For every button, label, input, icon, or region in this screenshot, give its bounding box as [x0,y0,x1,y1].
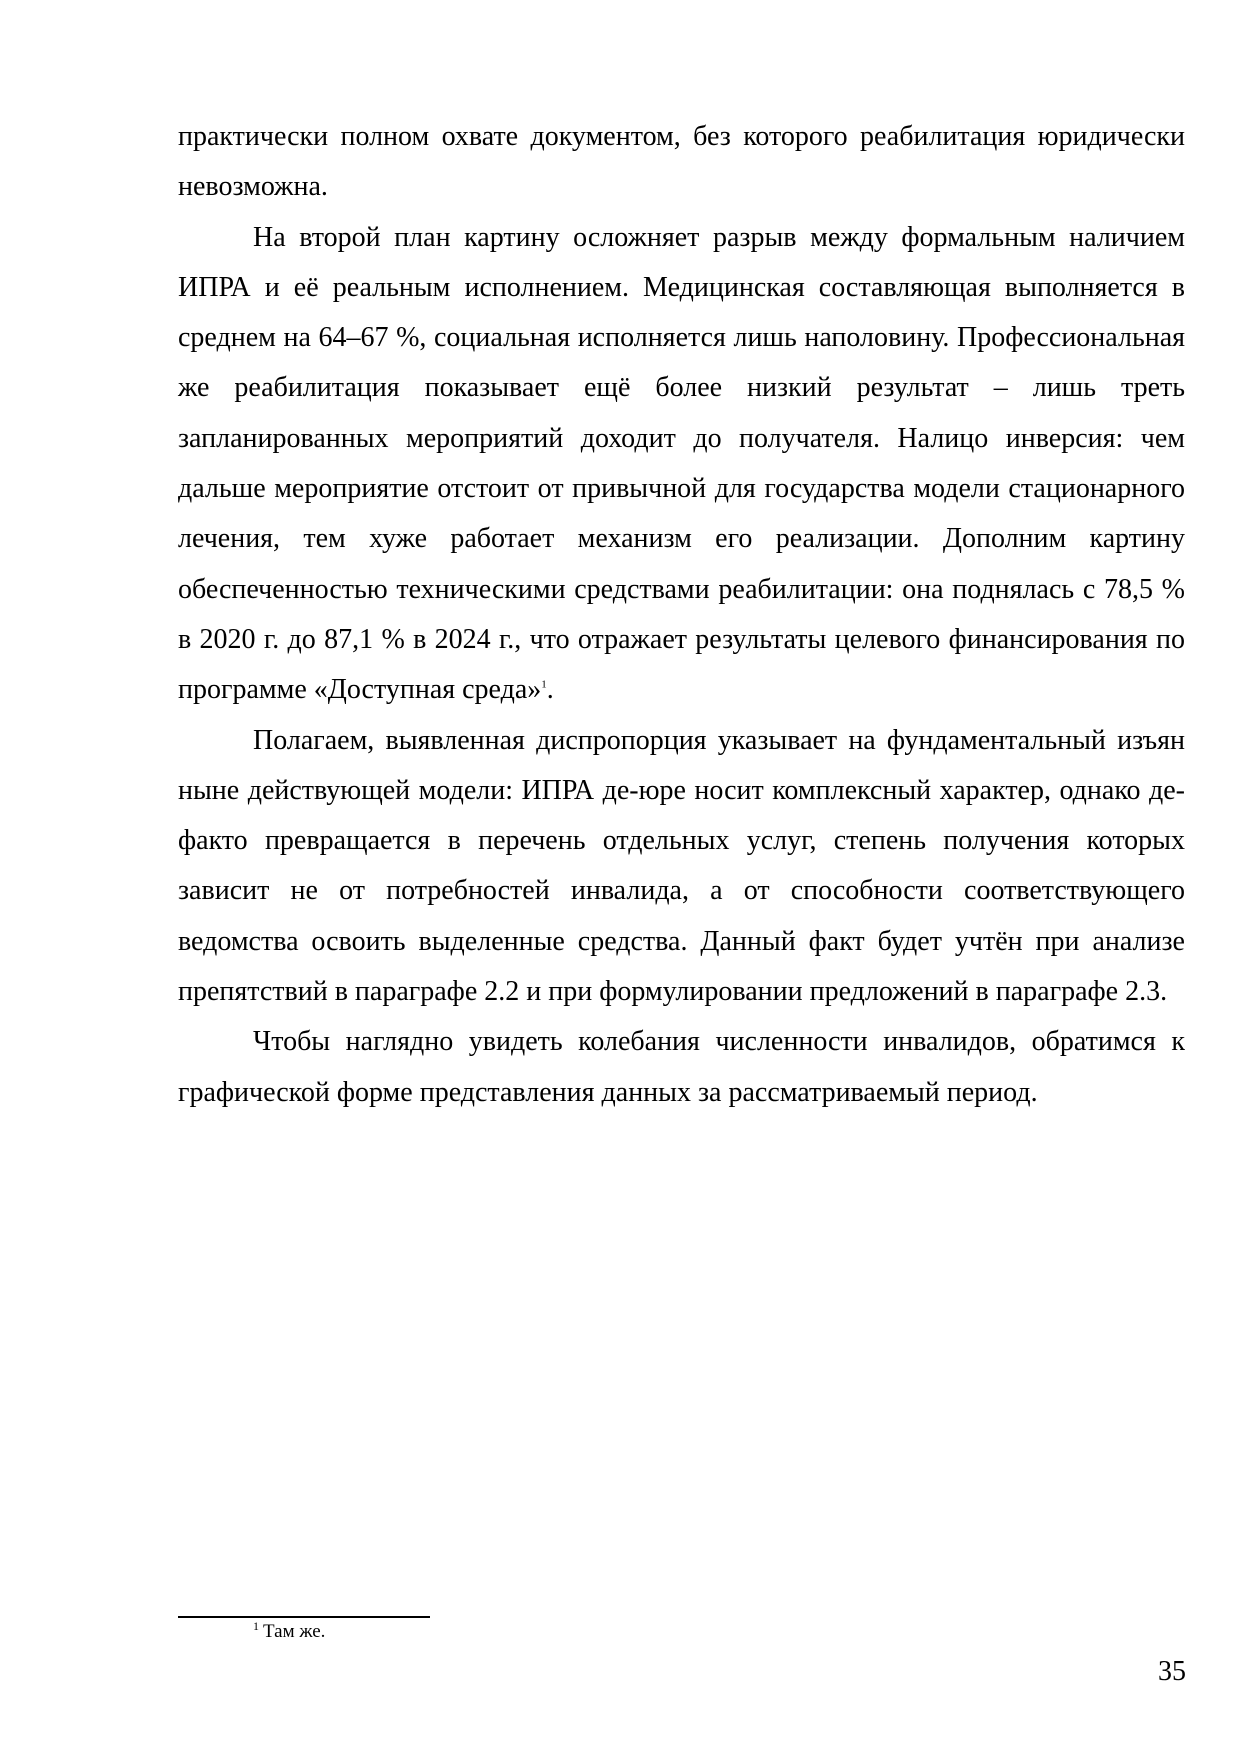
paragraph-2-tail: . [546,674,554,706]
paragraph-2-text: На второй план картину осложняет разрыв между формальным наличием ИПРА и её реальным исполнением. Медицинская составляющая выполняется в среднем на 64–67 %, социальная исполняется лишь наполовину. Профессиональная же реабилитация показывает ещё более низкий результат – лишь треть запланированных мероприятий доходит до получателя. Налицо инверсия: чем дальше мероприятие отстоит от привычной для государства модели стационарного лечения, тем хуже работает механизм его реализации. Дополним картину обеспеченностью техническими средствами реабилитации: она поднялась с 78,5 % в 2020 г. до 87,1 % в 2024 г., что отражает результаты целевого финансирования по программе «Доступная среда» [178,221,1185,706]
footnote-reference[interactable]: 1 [541,678,547,691]
footnote-number: 1 [253,1618,259,1633]
footnote-separator [178,1616,430,1618]
page-number: 35 [1158,1656,1186,1687]
paragraph-3 [178,716,1185,1018]
footnote [253,1620,325,1644]
paragraph-1 [178,112,1185,213]
paragraph-4 [178,1017,1185,1118]
paragraph-2 [178,213,1185,716]
paragraph-3-text: Полагаем, выявленная диспропорция указывает на фундаментальный изъян ныне действующей модели: ИПРА де-юре носит комплексный характер, однако де-факто превращается в перечень отдельных услуг, степень получения которых зависит не от потребностей инвалида, а от способности соответствующего ведомства освоить выделенные средства. Данный факт будет учтён при анализе препятствий в параграфе 2.2 и при формулировании предложений в параграфе 2.3. [178,724,1185,1008]
paragraph-4-text: Чтобы наглядно увидеть колебания численности инвалидов, обратимся к графической форме представления данных за рассматриваемый период. [178,1026,1185,1108]
document-body [178,112,1185,1118]
footnote-text: Там же. [263,1621,326,1642]
paragraph-1-text: практически полном охвате документом, без которого реабилитация юридически невозможна. [178,121,1185,203]
